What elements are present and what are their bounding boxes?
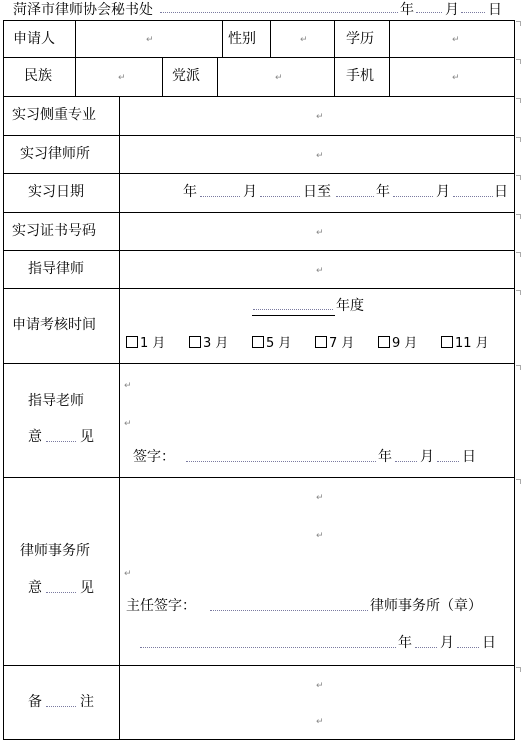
- fill-line: [46, 441, 76, 442]
- row-end-mark: [516, 175, 521, 180]
- mentor-opinion-label: 意: [28, 429, 42, 445]
- table-border: [3, 212, 514, 213]
- table-border: [222, 20, 223, 57]
- table-border: [3, 20, 4, 740]
- table-border: [3, 96, 514, 97]
- table-border: [389, 20, 390, 57]
- mentor-label: 指导律师: [28, 261, 84, 277]
- fill-line: [453, 196, 493, 197]
- mentor-opinion-label: 见: [80, 429, 94, 445]
- row-end-mark: [516, 59, 521, 64]
- checkbox-icon[interactable]: [315, 336, 327, 348]
- header-fill-line: [416, 12, 442, 13]
- date-month: 月: [243, 184, 257, 200]
- paragraph-mark: ↵: [316, 228, 324, 238]
- table-border: [3, 173, 514, 174]
- firm-opinion-label: 意: [28, 580, 42, 596]
- table-border: [3, 250, 514, 251]
- mentor-sign-year: 年: [378, 449, 392, 465]
- education-label: 学历: [346, 31, 374, 47]
- firm-seal-label: 律师事务所（章）: [370, 598, 482, 614]
- remarks-label: 备: [28, 694, 42, 710]
- table-border: [3, 363, 514, 364]
- table-border: [3, 135, 514, 136]
- fill-line: [457, 647, 479, 648]
- row-end-mark: [516, 98, 521, 103]
- table-border: [75, 20, 76, 57]
- row-end-mark: [516, 479, 521, 484]
- header-org: 菏泽市律师协会秘书处: [13, 2, 153, 18]
- review-label: 申请考核时间: [12, 317, 96, 333]
- firm-sign-day: 日: [482, 635, 496, 651]
- fill-line: [186, 461, 376, 462]
- row-end-mark: [516, 290, 521, 295]
- director-sign-label: 主任签字：: [126, 598, 196, 614]
- mentor-sign-day: 日: [462, 449, 476, 465]
- major-label: 实习侧重专业: [12, 107, 96, 123]
- paragraph-mark: ↵: [275, 73, 283, 83]
- header-fill-line: [461, 12, 485, 13]
- row-end-mark: [516, 137, 521, 142]
- year-underline: [252, 315, 335, 316]
- paragraph-mark: ↵: [316, 493, 324, 503]
- month-option-label: 3 月: [203, 336, 229, 351]
- month-option-5[interactable]: [252, 336, 291, 351]
- fill-line: [393, 196, 433, 197]
- month-option-3[interactable]: [189, 336, 228, 351]
- fill-line: [200, 196, 240, 197]
- paragraph-mark: ↵: [316, 266, 324, 276]
- fill-line: [415, 647, 437, 648]
- paragraph-mark: ↵: [316, 151, 324, 161]
- paragraph-mark: ↵: [124, 381, 132, 391]
- mentor-sign-label: 签字：: [133, 449, 175, 465]
- paragraph-mark: ↵: [300, 35, 308, 45]
- paragraph-mark: ↵: [452, 73, 460, 83]
- paragraph-mark: ↵: [316, 681, 324, 691]
- date-year2: 年: [376, 184, 390, 200]
- firm-sign-year: 年: [398, 635, 412, 651]
- month-option-11[interactable]: [441, 336, 489, 351]
- fill-line: [253, 309, 333, 310]
- fill-line: [46, 592, 76, 593]
- fill-line: [395, 461, 417, 462]
- paragraph-mark: ↵: [316, 717, 324, 727]
- table-border: [3, 20, 514, 21]
- table-border: [217, 57, 218, 96]
- remarks-label: 注: [80, 694, 94, 710]
- month-option-1[interactable]: [126, 336, 165, 351]
- month-option-9[interactable]: [378, 336, 417, 351]
- date-label: 实习日期: [28, 184, 84, 200]
- table-border: [514, 20, 515, 740]
- checkbox-icon[interactable]: [252, 336, 264, 348]
- fill-line: [210, 610, 368, 611]
- header-fill-line: [160, 12, 398, 13]
- paragraph-mark: ↵: [146, 35, 154, 45]
- table-border: [3, 665, 514, 666]
- row-end-mark: [516, 252, 521, 257]
- mentor-sign-month: 月: [420, 449, 434, 465]
- ethnicity-label: 民族: [24, 68, 52, 84]
- paragraph-mark: ↵: [452, 35, 460, 45]
- party-label: 党派: [172, 68, 200, 84]
- phone-label: 手机: [346, 68, 374, 84]
- month-option-label: 9 月: [392, 336, 418, 351]
- review-year-suffix: 年度: [336, 298, 364, 314]
- cert-label: 实习证书号码: [12, 223, 96, 239]
- table-border: [3, 739, 514, 740]
- date-month2: 月: [436, 184, 450, 200]
- fill-line: [336, 196, 374, 197]
- date-year: 年: [183, 184, 197, 200]
- header-month: 月: [445, 2, 459, 18]
- gender-label: 性别: [228, 31, 256, 47]
- date-day2: 日: [494, 184, 508, 200]
- row-end-mark: [516, 365, 521, 370]
- month-option-label: 1 月: [140, 336, 166, 351]
- paragraph-mark: ↵: [124, 569, 132, 579]
- applicant-label: 申请人: [13, 31, 55, 47]
- row-end-mark: [516, 667, 521, 672]
- table-border: [119, 96, 120, 740]
- row-end-mark: [516, 214, 521, 219]
- checkbox-icon[interactable]: [378, 336, 390, 348]
- table-border: [162, 57, 163, 96]
- firm-sign-month: 月: [440, 635, 454, 651]
- header-day: 日: [488, 2, 502, 18]
- checkbox-icon[interactable]: [441, 336, 453, 348]
- month-option-label: 7 月: [329, 336, 355, 351]
- table-border: [270, 20, 271, 57]
- paragraph-mark: ↵: [316, 112, 324, 122]
- month-option-label: 5 月: [266, 336, 292, 351]
- fill-line: [260, 196, 300, 197]
- table-border: [3, 57, 514, 58]
- table-border: [334, 57, 335, 96]
- table-border: [75, 57, 76, 96]
- header-year: 年: [400, 2, 414, 18]
- firm-opinion-label: 见: [80, 580, 94, 596]
- table-border: [3, 477, 514, 478]
- firm-label: 实习律师所: [20, 146, 90, 162]
- month-option-label: 11 月: [455, 336, 489, 351]
- table-border: [334, 20, 335, 57]
- month-option-7[interactable]: [315, 336, 354, 351]
- paragraph-mark: ↵: [118, 73, 126, 83]
- row-end-mark: [516, 21, 521, 26]
- table-border: [3, 288, 514, 289]
- paragraph-mark: ↵: [316, 531, 324, 541]
- fill-line: [140, 647, 396, 648]
- paragraph-mark: ↵: [124, 419, 132, 429]
- fill-line: [46, 706, 76, 707]
- checkbox-icon[interactable]: [126, 336, 138, 348]
- firm-opinion-label: 律师事务所: [20, 543, 90, 559]
- table-border: [389, 57, 390, 96]
- mentor-opinion-label: 指导老师: [28, 393, 84, 409]
- fill-line: [437, 461, 459, 462]
- checkbox-icon[interactable]: [189, 336, 201, 348]
- date-day-to: 日至: [303, 184, 331, 200]
